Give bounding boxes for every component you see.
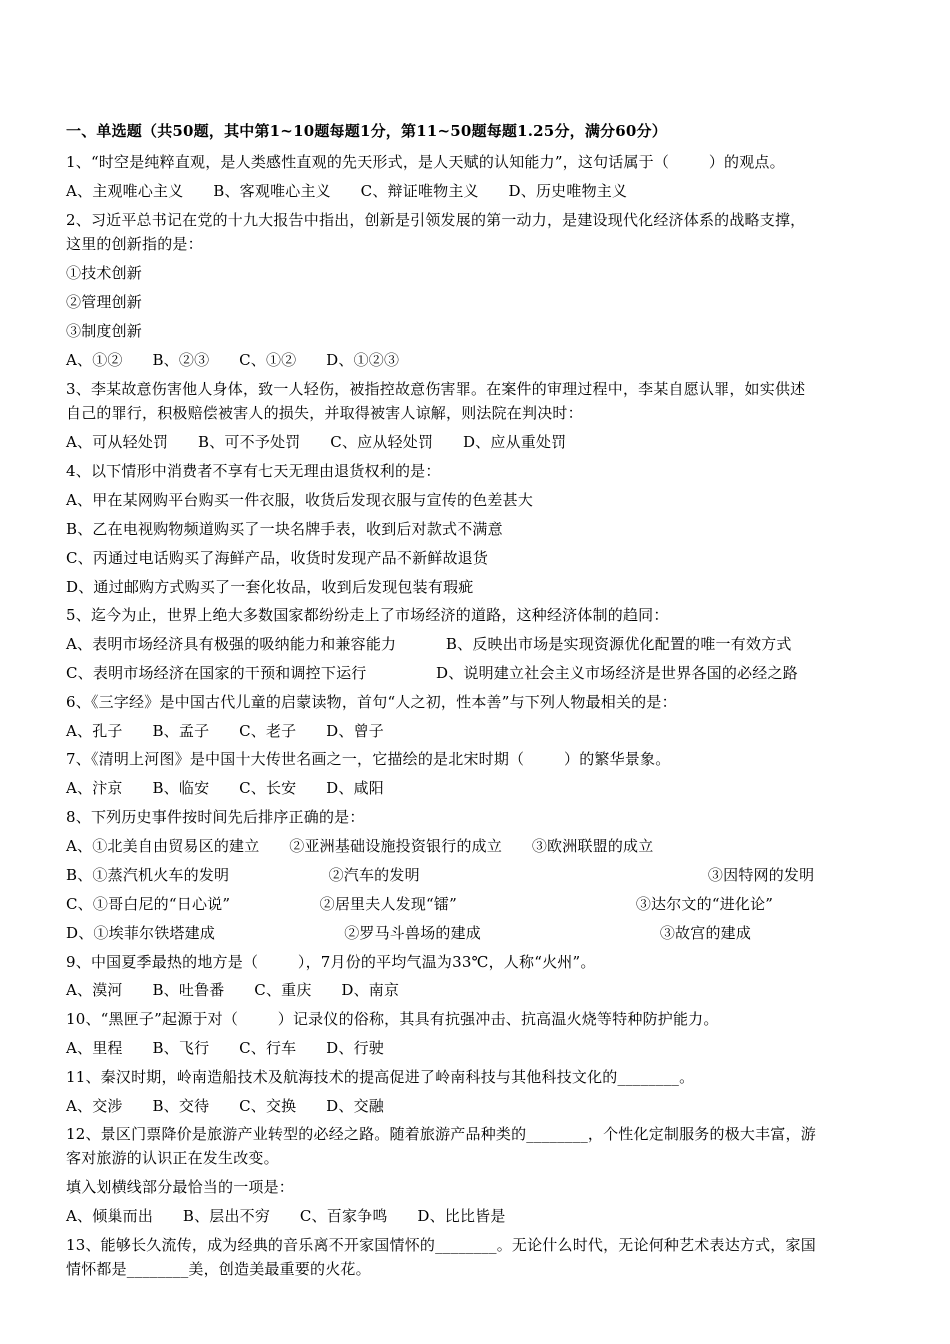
text-line: A、交涉 B、交待 C、交换 D、交融: [66, 1097, 384, 1115]
text-line: 9、中国夏季最热的地方是（ ），7月份的平均气温为33℃，人称“火州”。: [66, 953, 596, 971]
text-line: A、倾巢而出 B、层出不穷 C、百家争鸣 D、比比皆是: [66, 1207, 506, 1225]
text-line: 10、“黑匣子”起源于对（ ）记录仪的俗称，其具有抗强冲击、抗高温火烧等特种防护能力。: [66, 1010, 719, 1028]
text-line: A、甲在某网购平台购买一件衣服，收货后发现衣服与宣传的色差甚大: [66, 491, 534, 509]
text-line: D、①埃菲尔铁塔建成 ②罗马斗兽场的建成 ③故宫的建成: [66, 924, 752, 942]
text-line: C、表明市场经济在国家的干预和调控下运行 D、说明建立社会主义市场经济是世界各国的必经之路: [66, 664, 798, 682]
text-line: D、通过邮购方式购买了一套化妆品，收到后发现包装有瑕疵: [66, 578, 474, 596]
text-line: 12、景区门票降价是旅游产业转型的必经之路。随着旅游产品种类的________，个性化定制服务的极大丰富，游: [66, 1125, 816, 1143]
text-line: B、①蒸汽机火车的发明 ②汽车的发明 ③因特网的发明: [66, 866, 815, 884]
text-line: C、丙通过电话购买了海鲜产品，收货时发现产品不新鲜故退货: [66, 549, 489, 567]
text-line: ①技术创新: [66, 264, 143, 282]
text-line: 3、李某故意伤害他人身体，致一人轻伤，被指控故意伤害罪。在案件的审理过程中，李某自愿认罪，如实供述: [66, 380, 806, 398]
text-line: 6、《三字经》是中国古代儿童的启蒙读物，首句“人之初，性本善”与下列人物最相关的是：: [66, 693, 677, 711]
text-line: B、乙在电视购物频道购买了一块名牌手表，收到后对款式不满意: [66, 520, 503, 538]
text-line: 7、《清明上河图》是中国十大传世名画之一，它描绘的是北宋时期（ ）的繁华景象。: [66, 750, 671, 768]
text-line: 4、以下情形中消费者不享有七天无理由退货权利的是：: [66, 462, 441, 480]
text-line: 填入划横线部分最恰当的一项是：: [66, 1178, 295, 1196]
text-line: 13、能够长久流传，成为经典的音乐离不开家国情怀的________。无论什么时代，无论何种艺术表达方式，家国: [66, 1236, 816, 1254]
text-line: ②管理创新: [66, 293, 143, 311]
text-line: ③制度创新: [66, 322, 143, 340]
text-line: 8、下列历史事件按时间先后排序正确的是：: [66, 808, 365, 826]
text-line: A、汴京 B、临安 C、长安 D、咸阳: [66, 779, 384, 797]
section-title: 一、单选题（共50题，其中第1~10题每题1分，第11~50题每题1.25分，满分60分）: [66, 122, 667, 140]
text-line: 11、秦汉时期，岭南造船技术及航海技术的提高促进了岭南科技与其他科技文化的________。: [66, 1068, 695, 1086]
text-line: 这里的创新指的是：: [66, 235, 203, 253]
text-line: A、里程 B、飞行 C、行车 D、行驶: [66, 1039, 384, 1057]
text-line: 客对旅游的认识正在发生改变。: [66, 1149, 279, 1167]
text-line: A、①② B、②③ C、①② D、①②③: [66, 351, 400, 369]
text-line: 自己的罪行，积极赔偿被害人的损失，并取得被害人谅解，则法院在判决时：: [66, 404, 583, 422]
text-line: A、主观唯心主义 B、客观唯心主义 C、辩证唯物主义 D、历史唯物主义: [66, 182, 628, 200]
text-line: 2、习近平总书记在党的十九大报告中指出，创新是引领发展的第一动力，是建设现代化经济体系的战略支撑，: [66, 211, 806, 229]
text-line: 1、“时空是纯粹直观，是人类感性直观的先天形式，是人天赋的认知能力”，这句话属于（ ）的观点。: [66, 153, 785, 171]
text-line: A、可从轻处罚 B、可不予处罚 C、应从轻处罚 D、应从重处罚: [66, 433, 567, 451]
text-line: A、漠河 B、吐鲁番 C、重庆 D、南京: [66, 981, 400, 999]
text-line: 情怀都是________美，创造美最重要的火花。: [66, 1260, 371, 1278]
text-line: A、表明市场经济具有极强的吸纳能力和兼容能力 B、反映出市场是实现资源优化配置的唯一有效方式: [66, 635, 792, 653]
text-line: A、孔子 B、孟子 C、老子 D、曾子: [66, 722, 384, 740]
text-line: 5、迄今为止，世界上绝大多数国家都纷纷走上了市场经济的道路，这种经济体制的趋同：: [66, 606, 669, 624]
text-line: C、①哥白尼的“日心说” ②居里夫人发现“镭” ③达尔文的“进化论”: [66, 895, 774, 913]
text-line: A、①北美自由贸易区的建立 ②亚洲基础设施投资银行的成立 ③欧洲联盟的成立: [66, 837, 654, 855]
